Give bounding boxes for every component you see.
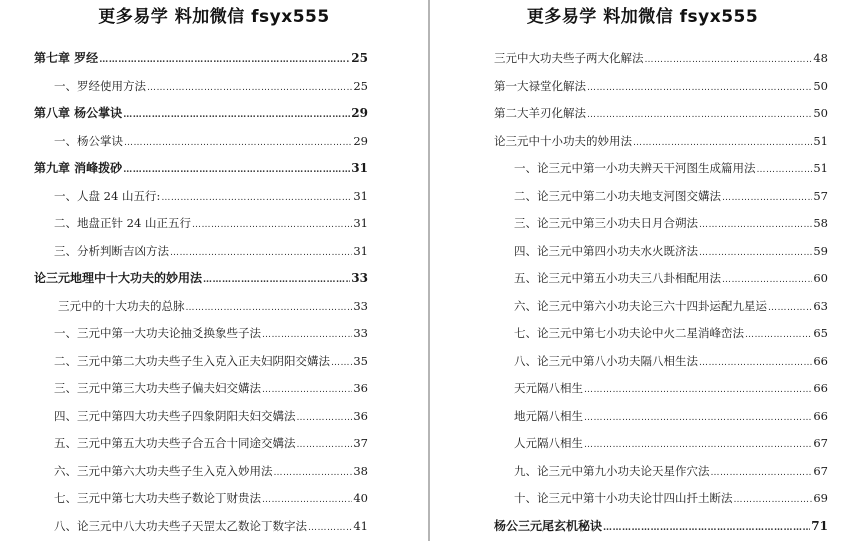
toc-entry-title: 第二大羊刃化解法 — [494, 106, 586, 120]
toc-entry-title: 人元隔八相生 — [514, 436, 583, 450]
toc-leader-dots — [645, 47, 813, 75]
page-header: 更多易学 料加微信 fsyx555 — [526, 7, 759, 27]
toc-entry-title: 六、论三元中第六小功夫论三六十四卦运配九星运 — [514, 298, 767, 313]
toc-entry-title: 二、三元中第二大功夫些子生入克入正夫妇阴阳交媾法 — [54, 353, 330, 368]
toc-entry-title: 六、三元中第六大功夫些子生入克入妙用法 — [54, 463, 273, 478]
toc-entry[interactable] — [34, 238, 368, 266]
toc-entry[interactable] — [34, 265, 368, 293]
toc-page-number: 40 — [353, 491, 368, 505]
toc-page-number: 25 — [351, 51, 368, 65]
toc-page-number: 58 — [813, 216, 828, 230]
toc-entry-title: 四、三元中第四大功夫些子四象阴阳夫妇交媾法 — [54, 408, 296, 423]
toc-page-number: 41 — [353, 518, 368, 533]
toc-entry[interactable] — [494, 73, 828, 101]
toc-entry-title: 三、分析判断吉凶方法 — [54, 243, 169, 258]
toc-entry-title: 一、论三元中第一小功夫辨天干河图生成篇用法 — [514, 161, 756, 175]
toc-leader-dots — [147, 75, 352, 103]
toc-entry[interactable] — [34, 183, 368, 211]
toc-leader-dots — [123, 102, 350, 130]
toc-entry[interactable] — [494, 238, 828, 266]
toc-leader-dots — [584, 432, 812, 460]
toc-entry[interactable] — [494, 128, 828, 156]
toc-leader-dots — [297, 405, 353, 433]
toc-page-number: 50 — [813, 106, 828, 120]
toc-entry-title: 论三元地理中十大功夫的妙用法 — [34, 271, 203, 285]
toc-page-number: 67 — [813, 436, 828, 450]
toc-page-number: 48 — [813, 51, 828, 65]
toc-entry-title: 第七章 罗经 — [34, 51, 99, 65]
toc-page-number: 63 — [813, 298, 828, 313]
toc-entry[interactable] — [34, 485, 368, 513]
toc-page-number: 66 — [813, 408, 828, 423]
toc-entry-title: 二、论三元中第二小功夫地支河图交媾法 — [514, 188, 721, 203]
table-of-contents — [494, 45, 828, 540]
toc-entry[interactable] — [34, 293, 368, 321]
table-of-contents — [34, 45, 368, 540]
toc-entry-title: 地元隔八相生 — [514, 408, 583, 423]
toc-entry-title: 三元中的十大功夫的总脉 — [58, 298, 185, 313]
toc-leader-dots — [699, 212, 812, 240]
toc-entry-title: 三、论三元中第三小功夫日月合朔法 — [514, 216, 698, 230]
toc-entry[interactable] — [494, 183, 828, 211]
toc-page-number: 51 — [813, 133, 828, 148]
toc-entry-title: 七、论三元中第七小功夫论中火二星消峰峦法 — [514, 326, 744, 340]
toc-leader-dots — [123, 157, 350, 185]
toc-leader-dots — [99, 47, 350, 75]
toc-entry-title: 四、论三元中第四小功夫水火既济法 — [514, 243, 698, 258]
toc-page-number: 31 — [353, 188, 368, 203]
toc-entry[interactable] — [494, 210, 828, 238]
toc-leader-dots — [734, 487, 813, 515]
toc-entry[interactable] — [34, 155, 368, 183]
toc-page-number: 65 — [813, 326, 828, 340]
toc-leader-dots — [603, 515, 810, 541]
toc-entry[interactable] — [34, 513, 368, 541]
toc-entry-title: 二、地盘正针 24 山正五行 — [54, 216, 191, 230]
toc-page-number: 31 — [353, 216, 368, 230]
toc-leader-dots — [192, 212, 352, 240]
toc-entry[interactable] — [494, 45, 828, 73]
toc-entry[interactable] — [34, 320, 368, 348]
toc-leader-dots — [170, 240, 352, 268]
toc-page-number: 67 — [813, 463, 828, 478]
toc-entry[interactable] — [34, 128, 368, 156]
toc-page-number: 29 — [351, 106, 368, 120]
toc-page-number: 31 — [351, 161, 368, 175]
toc-entry[interactable] — [494, 403, 828, 431]
toc-entry[interactable] — [34, 458, 368, 486]
toc-leader-dots — [699, 240, 812, 268]
toc-page-number: 36 — [353, 408, 368, 423]
toc-entry-title: 一、三元中第一大功夫论抽爻换象些子法 — [54, 326, 261, 340]
toc-entry[interactable] — [494, 320, 828, 348]
toc-page-number: 37 — [353, 436, 368, 450]
toc-leader-dots — [768, 295, 812, 323]
toc-leader-dots — [584, 377, 812, 405]
toc-entry[interactable] — [494, 513, 828, 541]
toc-entry-title: 十、论三元中第十小功夫论廿四山扦土断法 — [514, 491, 733, 505]
page-header: 更多易学 料加微信 fsyx555 — [98, 7, 330, 27]
toc-page-number: 60 — [813, 271, 828, 285]
toc-entry-title: 杨公三元尾玄机秘诀 — [494, 518, 603, 533]
toc-leader-dots — [722, 267, 812, 295]
toc-entry-title: 第一大禄堂化解法 — [494, 78, 586, 93]
toc-entry-title: 八、论三元中第八小功夫隔八相生法 — [514, 353, 698, 368]
toc-leader-dots — [699, 350, 812, 378]
toc-page-number: 50 — [813, 78, 828, 93]
right-page — [431, 0, 854, 541]
toc-leader-dots — [757, 157, 813, 185]
toc-leader-dots — [633, 130, 812, 158]
toc-entry-title: 第九章 消峰拨砂 — [34, 161, 123, 175]
toc-entry[interactable] — [34, 375, 368, 403]
toc-leader-dots — [262, 487, 352, 515]
toc-leader-dots — [161, 185, 352, 213]
toc-entry[interactable] — [494, 348, 828, 376]
toc-entry[interactable] — [34, 73, 368, 101]
toc-page-number: 51 — [813, 161, 828, 175]
toc-page-number: 29 — [353, 133, 368, 148]
toc-leader-dots — [711, 460, 813, 488]
toc-entry[interactable] — [34, 348, 368, 376]
toc-entry[interactable] — [494, 100, 828, 128]
toc-page-number: 36 — [353, 381, 368, 395]
toc-entry[interactable] — [34, 430, 368, 458]
toc-page-number: 59 — [813, 243, 828, 258]
toc-leader-dots — [274, 460, 353, 488]
toc-entry-title: 七、三元中第七大功夫些子数论丁财贵法 — [54, 491, 261, 505]
toc-entry-title: 五、论三元中第五小功夫三八卦相配用法 — [514, 271, 721, 285]
page-divider — [428, 0, 430, 541]
toc-page-number: 35 — [353, 353, 368, 368]
toc-leader-dots — [203, 267, 350, 295]
toc-leader-dots — [308, 515, 352, 541]
toc-leader-dots — [262, 322, 352, 350]
toc-leader-dots — [587, 102, 812, 130]
toc-entry[interactable] — [494, 430, 828, 458]
toc-leader-dots — [745, 322, 812, 350]
toc-entry-title: 三、三元中第三大功夫些子偏夫妇交媾法 — [54, 381, 261, 395]
toc-entry-title: 论三元中十小功夫的妙用法 — [494, 133, 632, 148]
toc-entry[interactable] — [494, 293, 828, 321]
toc-entry[interactable] — [494, 458, 828, 486]
toc-page-number: 31 — [353, 243, 368, 258]
toc-leader-dots — [124, 130, 352, 158]
toc-page-number: 57 — [813, 188, 828, 203]
toc-entry[interactable] — [34, 210, 368, 238]
toc-page-number: 33 — [351, 271, 368, 285]
toc-entry[interactable] — [494, 155, 828, 183]
toc-page-number: 33 — [353, 326, 368, 340]
toc-page-number: 69 — [813, 491, 828, 505]
toc-entry-title: 三元中大功夫些子两大化解法 — [494, 51, 644, 65]
toc-page-number: 38 — [353, 463, 368, 478]
toc-leader-dots — [584, 405, 812, 433]
toc-entry-title: 一、杨公掌诀 — [54, 133, 123, 148]
toc-entry[interactable] — [494, 265, 828, 293]
toc-entry-title: 第八章 杨公掌诀 — [34, 106, 123, 120]
toc-leader-dots — [262, 377, 352, 405]
toc-entry-title: 一、罗经使用方法 — [54, 78, 146, 93]
toc-leader-dots — [297, 432, 353, 460]
toc-entry[interactable] — [34, 100, 368, 128]
toc-leader-dots — [331, 350, 352, 378]
toc-page-number: 66 — [813, 353, 828, 368]
toc-entry-title: 五、三元中第五大功夫些子合五合十同途交媾法 — [54, 436, 296, 450]
toc-page-number: 33 — [353, 298, 368, 313]
toc-entry-title: 九、论三元中第九小功夫论天星作穴法 — [514, 463, 710, 478]
toc-leader-dots — [587, 75, 812, 103]
toc-entry[interactable] — [494, 375, 828, 403]
toc-entry-title: 一、人盘 24 山五行: — [54, 188, 161, 203]
toc-entry-title: 天元隔八相生 — [514, 381, 583, 395]
toc-page-number: 71 — [811, 518, 828, 533]
toc-entry-title: 八、论三元中八大功夫些子天罡太乙数论丁数字法 — [54, 518, 307, 533]
toc-entry[interactable] — [34, 45, 368, 73]
toc-entry[interactable] — [494, 485, 828, 513]
toc-entry[interactable] — [34, 403, 368, 431]
toc-leader-dots — [186, 295, 353, 323]
toc-page-number: 25 — [353, 78, 368, 93]
toc-leader-dots — [722, 185, 812, 213]
toc-page-number: 66 — [813, 381, 828, 395]
